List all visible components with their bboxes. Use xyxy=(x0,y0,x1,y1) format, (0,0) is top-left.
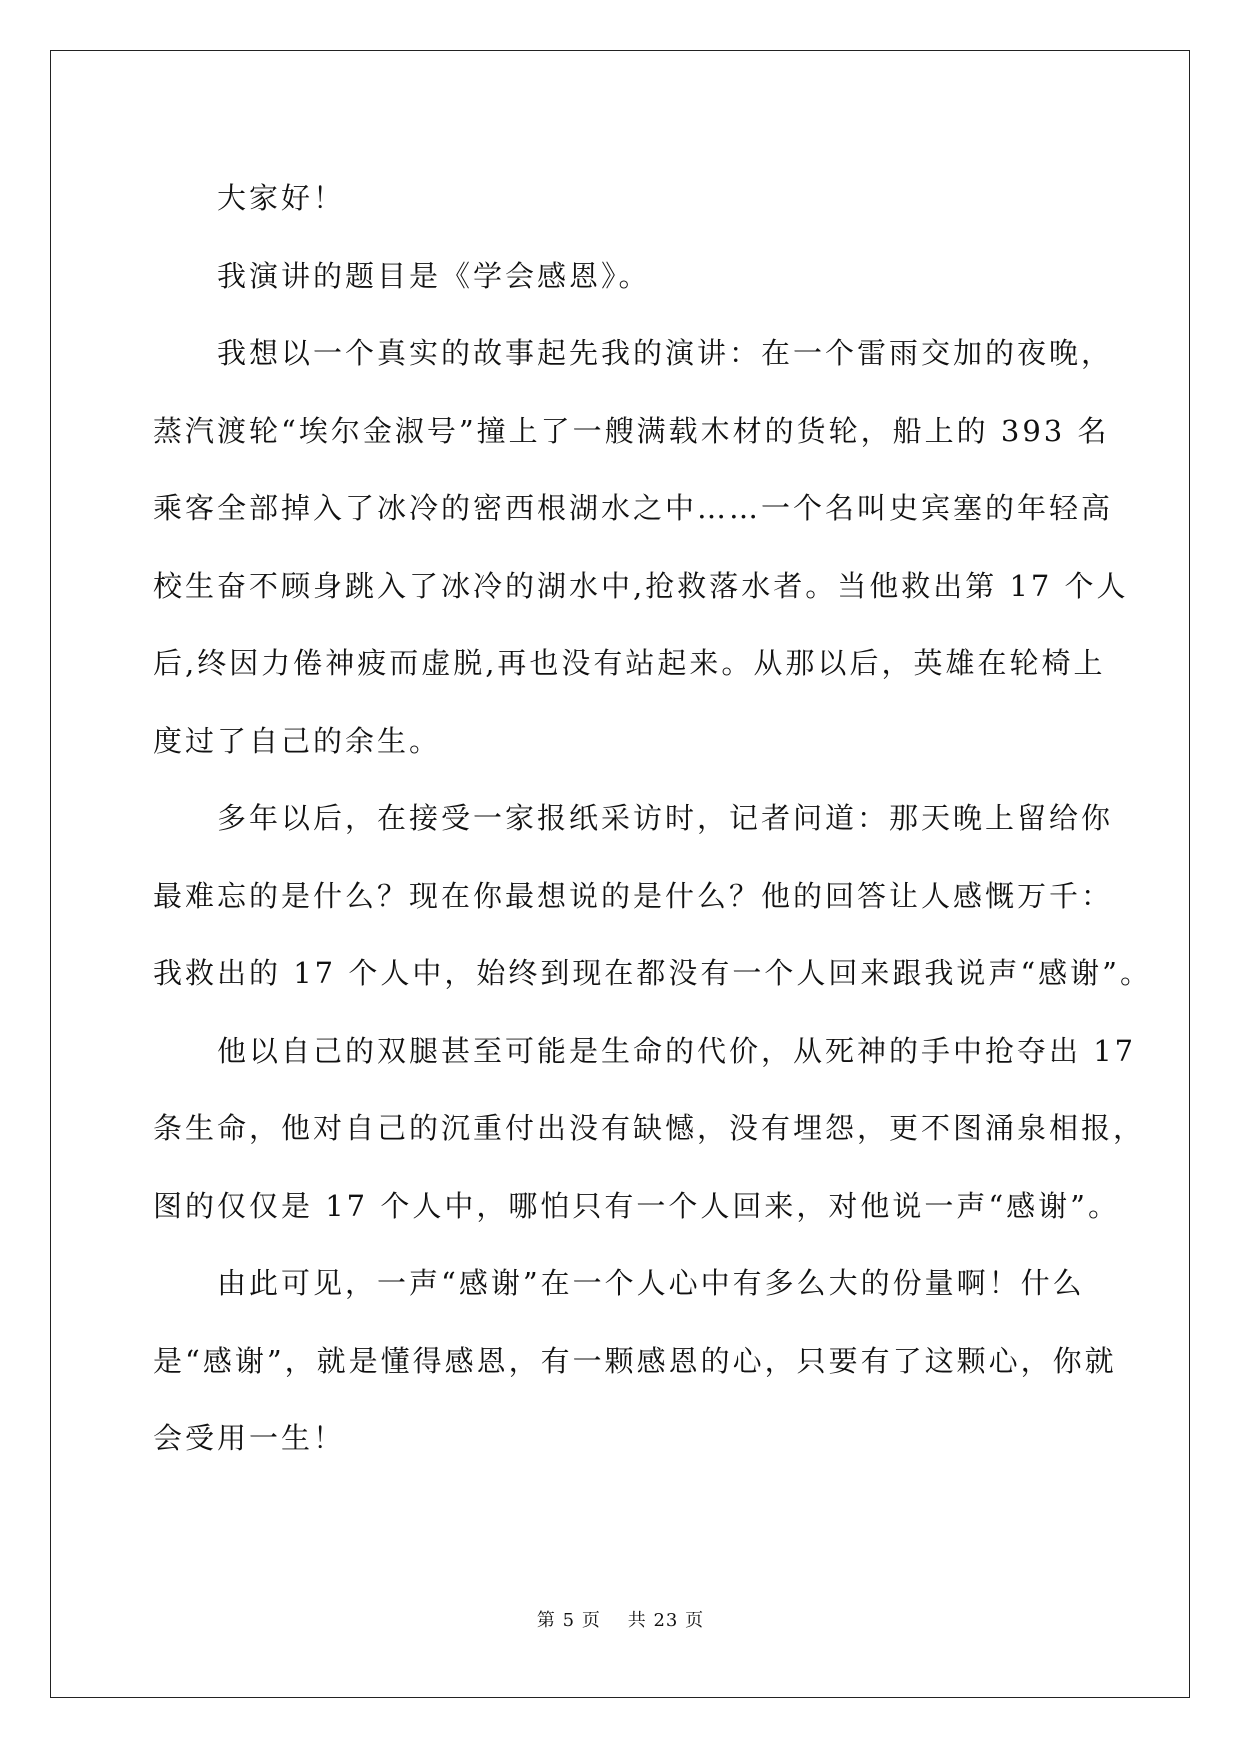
text-line: 条生命，他对自己的沉重付出没有缺憾，没有埋怨，更不图涌泉相报， xyxy=(153,1111,1146,1145)
text-line: 蒸汽渡轮“埃尔金淑号”撞上了一艘满载木材的货轮，船上的 393 名 xyxy=(153,413,1110,448)
text-line: 大家好！ xyxy=(217,181,346,215)
text-line: 由此可见，一声“感谢”在一个人心中有多么大的份量啊！什么 xyxy=(217,1266,1085,1300)
page-footer xyxy=(0,1606,1241,1632)
text-line: 我救出的 17 个人中，始终到现在都没有一个人回来跟我说声“感谢”。 xyxy=(153,956,1152,990)
text-line: 是“感谢”，就是懂得感恩，有一颗感恩的心，只要有了这颗心，你就 xyxy=(153,1343,1117,1378)
page-number: 第 5 页 xyxy=(536,1610,601,1631)
text-line: 他以自己的双腿甚至可能是生命的代价，从死神的手中抢夺出 17 xyxy=(217,1033,1137,1068)
text-line: 我演讲的题目是《学会感恩》。 xyxy=(217,258,651,293)
text-line: 校生奋不顾身跳入了冰冷的湖水中,抢救落水者。当他救出第 17 个人 xyxy=(153,568,1129,603)
page-total: 共 23 页 xyxy=(627,1610,705,1631)
paragraph-title xyxy=(153,238,1101,316)
text-line: 会受用一生！ xyxy=(153,1421,346,1455)
paragraph-greeting xyxy=(153,160,1101,238)
text-line: 乘客全部掉入了冰冷的密西根湖水之中……一个名叫史宾塞的年轻高 xyxy=(153,491,1114,525)
text-line: 后,终因力倦神疲而虚脱,再也没有站起来。从那以后，英雄在轮椅上 xyxy=(153,646,1106,680)
paragraph-interview xyxy=(153,780,1152,1013)
text-line: 多年以后，在接受一家报纸采访时，记者问道：那天晚上留给你 xyxy=(217,801,1114,835)
text-line: 图的仅仅是 17 个人中，哪怕只有一个人回来，对他说一声“感谢”。 xyxy=(153,1188,1120,1223)
text-line: 度过了自己的余生。 xyxy=(153,723,442,758)
document-body xyxy=(153,160,1152,1478)
paragraph-conclusion xyxy=(153,1245,1117,1478)
paragraph-sacrifice xyxy=(153,1013,1146,1246)
text-line: 最难忘的是什么？现在你最想说的是什么？他的回答让人感慨万千： xyxy=(153,878,1114,913)
text-line: 我想以一个真实的故事起先我的演讲：在一个雷雨交加的夜晚， xyxy=(217,336,1114,370)
paragraph-story xyxy=(153,315,1129,780)
